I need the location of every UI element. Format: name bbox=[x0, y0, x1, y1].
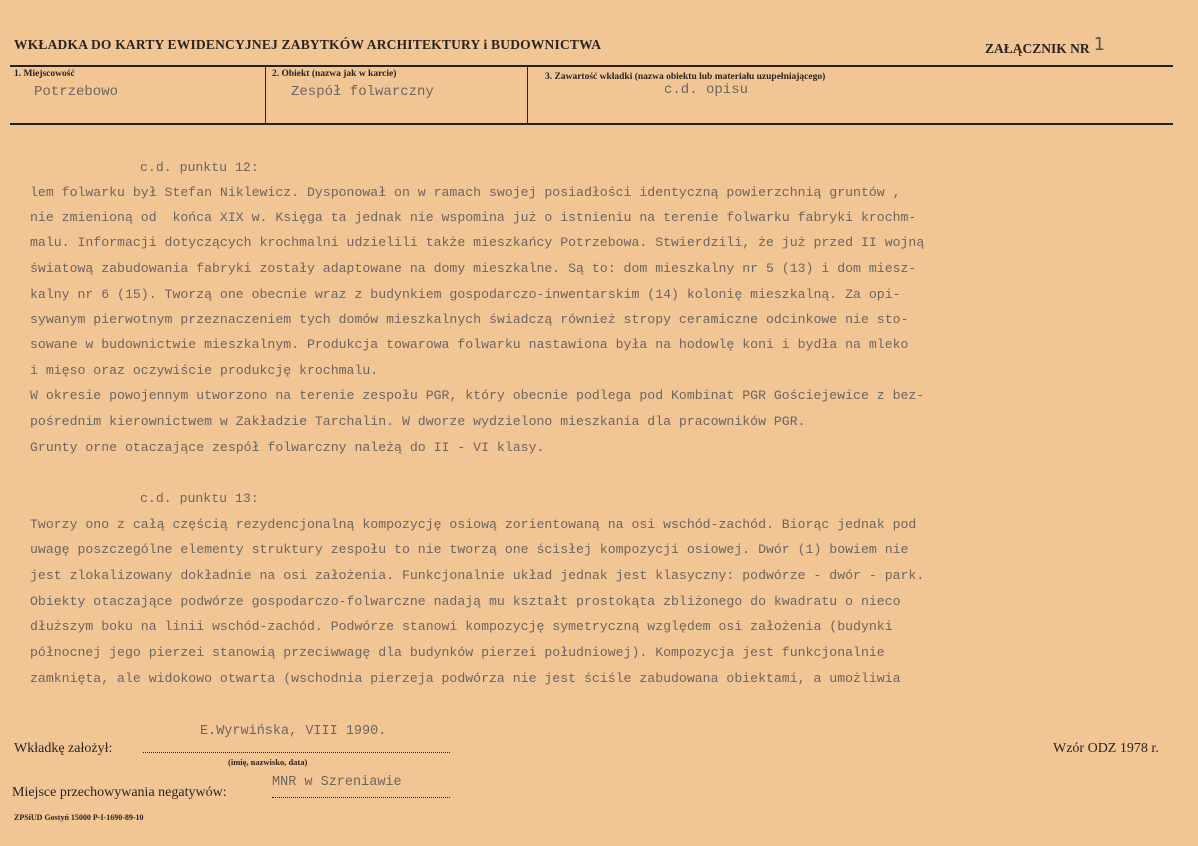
field-divider-2 bbox=[527, 66, 528, 123]
author-label: Wkładkę założył: bbox=[14, 741, 113, 756]
body-line: pośrednim kierownictwem w Zakładzie Tarchalin. W dworze wydzielono mieszkania dla pracowników PGR. bbox=[30, 414, 806, 429]
body-line: lem folwarku był Stefan Niklewicz. Dysponował on w ramach swojej posiadłości identyczną powierzchnią gruntów , bbox=[30, 185, 901, 200]
body-line: uwagę poszczególne elementy struktury zespołu to nie tworzą one ścisłej kompozycji osiowej. Dwór (1) bowiem nie bbox=[30, 542, 909, 557]
body-line: nie zmienioną od końca XIX w. Księga ta jednak nie wspomina już o istnieniu na terenie folwarku fabryki krochm- bbox=[30, 210, 917, 225]
body-line: W okresie powojennym utworzono na terenie zespołu PGR, który obecnie podlega pod Kombinat PGR Gościejewice z bez- bbox=[30, 388, 925, 403]
form-title: WKŁADKA DO KARTY EWIDENCYJNEJ ZABYTKÓW ARCHITEKTURY i BUDOWNICTWA bbox=[14, 37, 602, 52]
storage-value: MNR w Szreniawie bbox=[272, 775, 402, 790]
body-line: północnej jego pierzei stanowią przeciwwagę dla budynków pierzei południowej). Kompozycja jest funkcjonalnie bbox=[30, 645, 885, 660]
author-hint: (imię, nazwisko, data) bbox=[228, 757, 308, 767]
body-line: i mięso oraz oczywiście produkcję krochmalu. bbox=[30, 363, 379, 378]
top-rule bbox=[10, 65, 1173, 67]
annex-number-value: 1 bbox=[1093, 34, 1106, 55]
field-1-value: Potrzebowo bbox=[34, 84, 119, 100]
body-line: Tworzy ono z całą częścią rezydencjonalną kompozycję osiową zorientowaną na osi wschód-zachód. Biorąc jednak pod bbox=[30, 517, 917, 532]
body-line: jest zlokalizowany dokładnie na osi założenia. Funkcjonalnie układ jednak jest klasyczny: podwórze - dwór - park. bbox=[30, 568, 925, 583]
author-dotted-line bbox=[143, 752, 450, 753]
field-2-label: 2. Obiekt (nazwa jak w karcie) bbox=[272, 69, 397, 79]
annex-label: ZAŁĄCZNIK NR bbox=[985, 41, 1090, 56]
heading-point-13: c.d. punktu 13: bbox=[140, 491, 259, 506]
body-line: malu. Informacji dotyczących krochmalni udzielili także mieszkańcy Potrzebowa. Stwierdzili, że już przed II wojną bbox=[30, 235, 925, 250]
body-line: zamknięta, ale widokowo otwarta (wschodnia pierzeja podwórza nie jest ściśle zabudowana obiektami, a umożliwia bbox=[30, 671, 901, 686]
field-bottom-rule bbox=[10, 123, 1173, 125]
form-model: Wzór ODZ 1978 r. bbox=[1053, 741, 1159, 756]
body-line: kalny nr 6 (15). Tworzą one obecnie wraz z budynkiem gospodarczo-inwentarskim (14) kolonię mieszkalną. Za opi- bbox=[30, 287, 901, 302]
body-line: światową zabudowania fabryki zostały adaptowane na domy mieszkalne. Są to: dom mieszkalny nr 5 (13) i dom miesz- bbox=[30, 261, 917, 276]
author-value: E.Wyrwińska, VIII 1990. bbox=[200, 724, 387, 739]
printer-imprint: ZPSiUD Gostyń 15000 P-I-1690-89-10 bbox=[14, 813, 144, 822]
storage-dotted-line bbox=[272, 797, 450, 798]
field-3-label: 3. Zawartość wkładki (nazwa obiektu lub materiału uzupełniającego) bbox=[545, 72, 826, 82]
field-2-value: Zespół folwarczny bbox=[291, 84, 434, 100]
storage-label: Miejsce przechowywania negatywów: bbox=[12, 785, 227, 800]
body-line: dłuższym boku na linii wschód-zachód. Podwórze stanowi kompozycję symetryczną względem osi założenia (budynki bbox=[30, 619, 893, 634]
body-line: Grunty orne otaczające zespół folwarczny należą do II - VI klasy. bbox=[30, 440, 545, 455]
body-line: sywanym pierwotnym przeznaczeniem tych domów mieszkalnych świadczą również stropy ceramiczne odcinkowe nie sto- bbox=[30, 312, 909, 327]
body-line: Obiekty otaczające podwórze gospodarczo-folwarczne nadają mu kształt prostokąta zbliżonego do kwadratu o nieco bbox=[30, 594, 901, 609]
annex-number bbox=[985, 34, 1106, 58]
body-line: sowane w budownictwie mieszkalnym. Produkcja towarowa folwarku nastawiona była na hodowlę koni i bydła na mleko bbox=[30, 337, 909, 352]
field-3-value: c.d. opisu bbox=[664, 82, 749, 98]
field-1-label: 1. Miejscowość bbox=[14, 69, 75, 79]
field-divider-1 bbox=[265, 66, 266, 123]
heading-point-12: c.d. punktu 12: bbox=[140, 160, 259, 175]
